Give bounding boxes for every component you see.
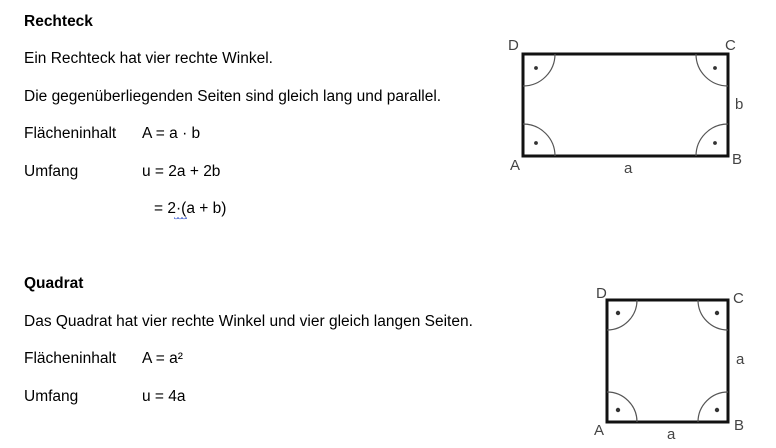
rectangle-area-formula: A = a · b [142,125,201,142]
right-angle-arc-b [696,124,728,156]
vertex-label-b: B [732,151,743,168]
rectangle-outline [523,54,728,156]
vertex-label-a: A [594,422,605,439]
right-angle-arc-a [607,392,637,422]
rectangle-description-line-1: Ein Rechteck hat vier rechte Winkel. [24,50,273,67]
vertex-label-a: A [510,157,521,174]
right-angle-arc-c [698,300,728,330]
rectangle-description-line-2: Die gegenüberliegenden Seiten sind gleich lang und parallel. [24,88,442,105]
vertex-label-c: C [725,37,736,54]
right-angle-arc-c [696,54,728,86]
right-angle-dot-d [616,311,620,315]
rectangle-area-label: Flächeninhalt [24,125,117,142]
vertex-label-d: D [508,37,519,54]
right-angle-dot-a [616,408,620,412]
vertex-label-d: D [596,285,607,302]
side-label-right: a [736,351,745,368]
spellcheck-squiggle-mark: · [175,200,182,217]
right-angle-arc-a [523,124,555,156]
factored-suffix: (a + b) [181,200,227,217]
square-outline [607,300,728,422]
rectangle-perimeter-formula: u = 2a + 2b [142,163,221,180]
right-angle-dot-a [534,141,538,145]
vertex-label-c: C [733,290,744,307]
right-angle-dot-b [713,141,717,145]
right-angle-dot-b [715,408,719,412]
side-label-a: a [624,160,633,177]
square-perimeter-label: Umfang [24,388,79,405]
side-label-bottom: a [667,426,676,443]
square-perimeter-formula: u = 4a [142,388,186,405]
right-angle-dot-d [534,66,538,70]
rectangle-figure [505,34,755,179]
square-heading: Quadrat [24,275,84,292]
rectangle-perimeter-formula-factored [154,200,226,218]
side-label-b: b [735,96,744,113]
right-angle-arc-b [698,392,728,422]
factored-prefix: = 2 [154,200,176,217]
square-area-formula: A = a² [142,350,183,367]
square-area-label: Flächeninhalt [24,350,117,367]
square-description-line-1: Das Quadrat hat vier rechte Winkel und vier gleich langen Seiten. [24,313,473,330]
right-angle-dot-c [713,66,717,70]
rectangle-heading: Rechteck [24,13,93,30]
right-angle-arc-d [523,54,555,86]
square-figure [588,284,758,448]
rectangle-perimeter-label: Umfang [24,163,79,180]
vertex-label-b: B [734,417,745,434]
right-angle-arc-d [607,300,637,330]
right-angle-dot-c [715,311,719,315]
